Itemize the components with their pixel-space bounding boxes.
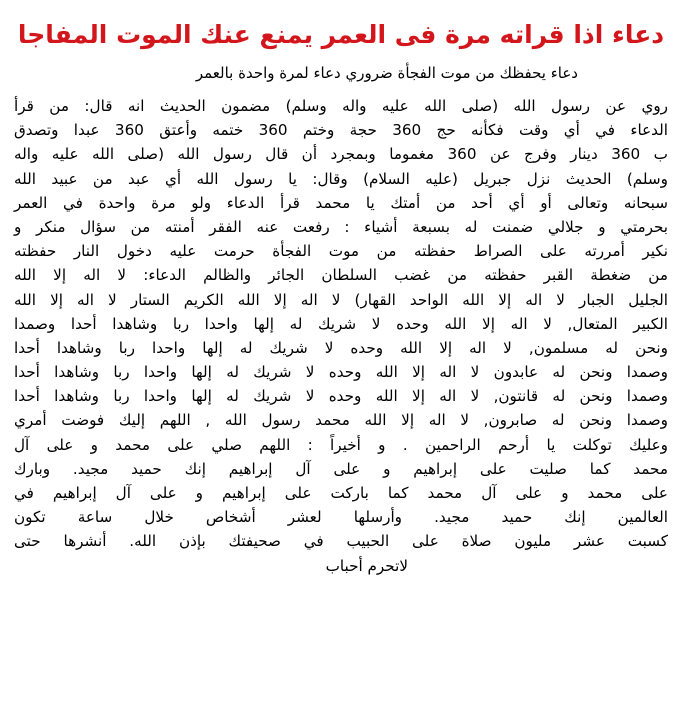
body-line: العالمين إنك حميد مجيد. وأرسلها لعشر أشخاص خلال ساعة تكون <box>14 508 668 527</box>
body-line: وصمدا ونحن له عابدون لا اله إلا الله وحده لا شريك له إلها واحدا ربا وشاهدا أحدا <box>14 363 668 382</box>
body-line: محمد كما صليت على إبراهيم و على آل إبراهيم إنك حميد مجيد. وبارك <box>14 459 668 478</box>
body-line: الدعاء في أي وقت فكأنه حج 360 حجة وختم 360 ختمه وأعتق 360 عبدا وتصدق <box>14 121 669 140</box>
subtitle: دعاء يحفظك من موت الفجأة ضروري دعاء لمرة واحدة بالعمر <box>195 64 578 82</box>
body-line: سبحانه وتعالى أو أي أحد من أمتك يا محمد قرأ الدعاء ولو مرة واحدة في العمر <box>14 193 668 212</box>
body-line: ونحن له مسلمون, لا اله إلا الله وحده لا شريك له إلها واحدا ربا وشاهدا أحدا <box>14 338 668 357</box>
body-line: وصمدا ونحن له صابرون, لا اله إلا الله محمد رسول الله , اللهم إليك فوضت أمري <box>14 411 668 430</box>
body-line: ب 360 دينار وفرج عن 360 مغموما وبمجرد أن قال رسول الله (صلى الله عليه واله <box>14 145 668 164</box>
body-line: الجليل الجبار لا اله إلا الله الواحد القهار) لا اله إلا الله الكريم الستار لا اله إلا الله <box>14 290 668 309</box>
body-text <box>14 94 668 578</box>
body-line: وصمدا ونحن له قانتون, لا اله إلا الله وحده لا شريك له إلها واحدا ربا وشاهدا أحدا <box>14 387 668 406</box>
body-line: وعليك توكلت يا أرحم الراحمين . و أخيراً : اللهم صلي على محمد و على آل <box>14 435 668 454</box>
body-line: نكير أمررته على الصراط حفظته من موت الفجأة حرمت عليه دخول النار حفظته <box>14 242 668 261</box>
body-line: كسبت عشر مليون صلاة على الحبيب في صحيفتك بإذن الله. أنشرها حتى <box>14 532 668 551</box>
body-line: روي عن رسول الله (صلى الله عليه واله وسلم) مضمون الحديث انه قال: من قرأ <box>14 97 668 115</box>
page-title: دعاء اذا قراته مرة فى العمر يمنع عنك الموت المفاجا <box>17 20 665 49</box>
body-line: بحرمتي و جلالي ضمنت له بسبعة أشياء : رفعت عنه الفقر أمنته من سؤال منكر و <box>14 217 668 236</box>
body-line: من ضغطة القبر حفظته من غضب السلطان الجائر والظالم الدعاء: لا اله إلا الله <box>14 266 668 285</box>
body-line: على محمد و على آل محمد كما باركت على إبراهيم و على آل إبراهيم في <box>14 484 668 502</box>
body-line: الكبير المتعال, لا اله إلا الله وحده لا شريك له إلها واحدا ربا وشاهدا أحدا وصمدا <box>14 314 668 333</box>
body-line: وسلم) الحديث نزل جبريل (عليه السلام) وقال: يا رسول الله أي عبد من عبيد الله <box>14 169 668 188</box>
body-line: لاتحرم أحباب <box>325 556 408 575</box>
